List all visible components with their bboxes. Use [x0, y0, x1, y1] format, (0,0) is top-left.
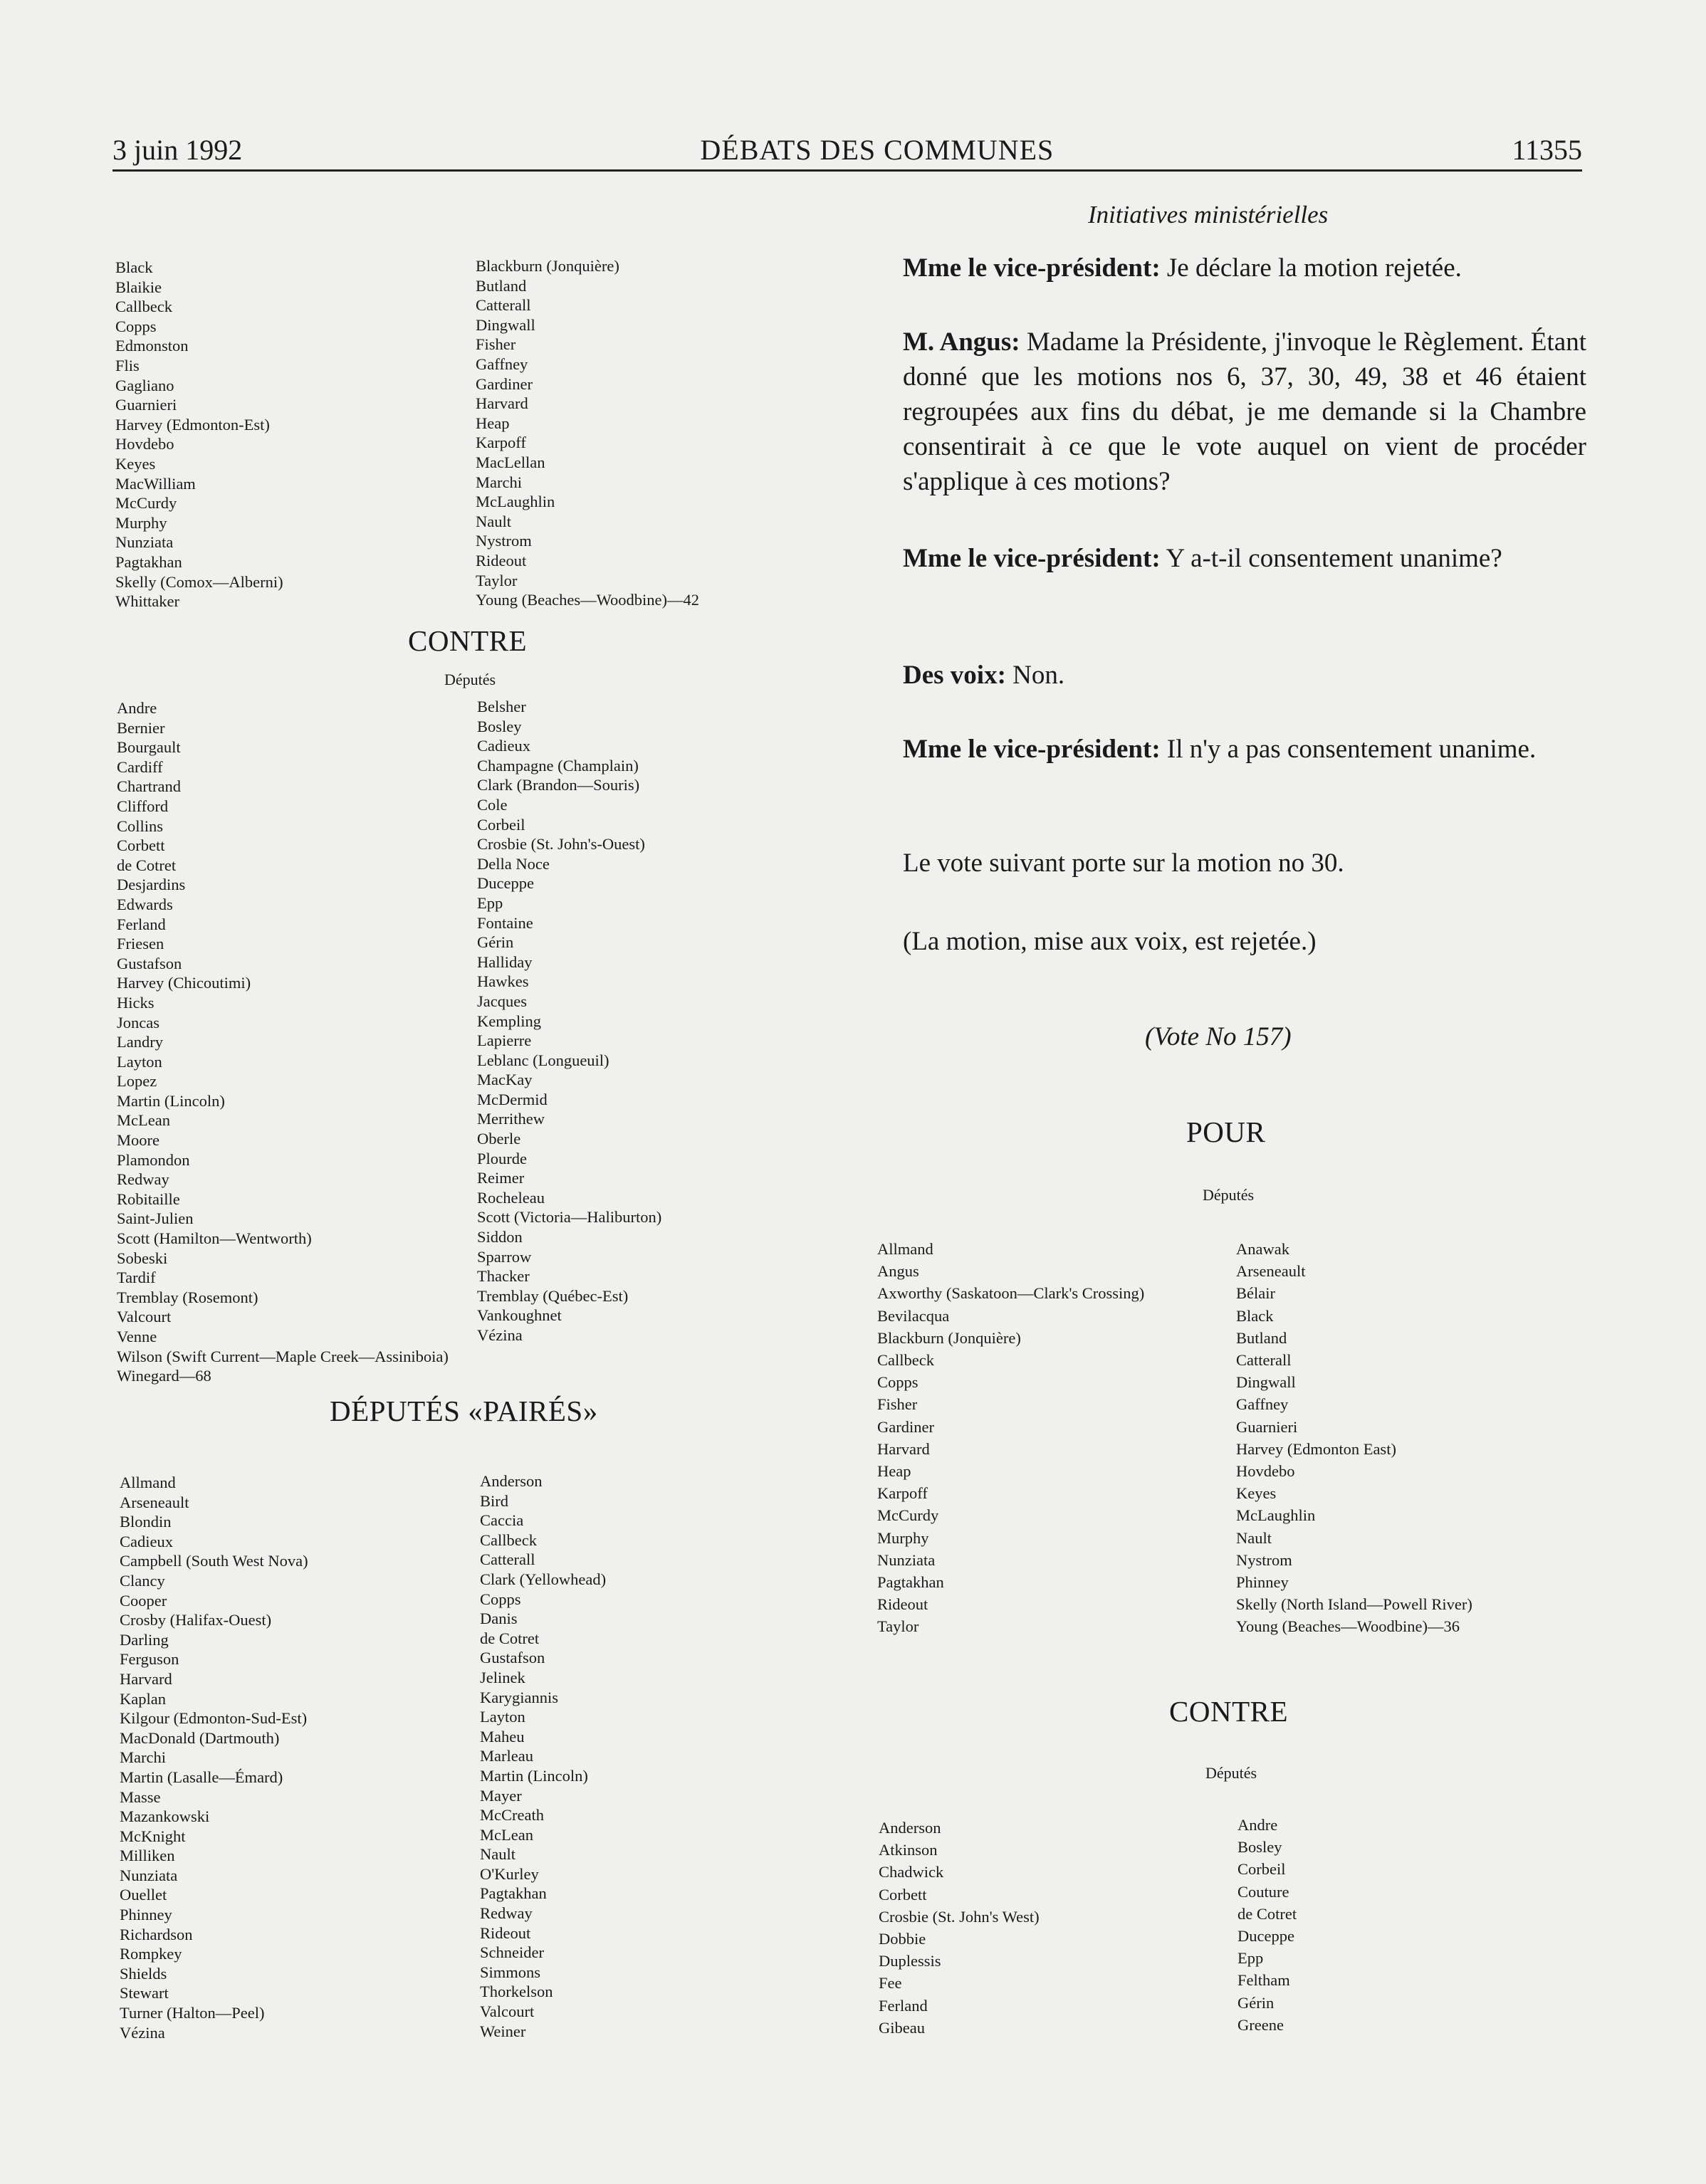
paires-list-col2 [480, 1471, 606, 2041]
member-name: Duceppe [477, 874, 534, 893]
paragraph-4: Des voix: Non. [903, 661, 1065, 690]
member-name: Pagtakhan [877, 1573, 944, 1592]
member-name: Catterall [480, 1550, 535, 1569]
member-name: MacWilliam [115, 474, 196, 493]
header-page-number: 11355 [1512, 134, 1582, 166]
member-name: Friesen [117, 935, 164, 953]
header-title: DÉBATS DES COMMUNES [700, 134, 1055, 166]
member-name: Nunziata [120, 1866, 178, 1884]
member-name: de Cotret [117, 856, 177, 874]
member-name: Chadwick [879, 1863, 944, 1881]
member-name: Taylor [877, 1617, 919, 1636]
member-name: McCurdy [115, 494, 177, 513]
member-name: McCreath [480, 1806, 544, 1825]
member-name: Marchi [120, 1748, 166, 1767]
member-name: Dobbie [879, 1930, 926, 1948]
member-name: Redway [480, 1904, 533, 1923]
member-name: Maheu [480, 1727, 525, 1745]
member-name: Scott (Victoria—Haliburton) [477, 1208, 662, 1227]
member-name: Layton [480, 1708, 525, 1726]
member-name: Pagtakhan [480, 1884, 547, 1903]
member-name: de Cotret [480, 1629, 540, 1647]
paires-heading: DÉPUTÉS «PAIRÉS» [330, 1395, 598, 1427]
speaker-4: Des voix: [903, 661, 1006, 690]
member-name: Hovdebo [1236, 1462, 1295, 1481]
member-name: Harvard [120, 1669, 172, 1688]
member-name: Blackburn (Jonquière) [877, 1328, 1021, 1347]
member-name: Nault [480, 1845, 516, 1864]
member-name: Nystrom [476, 532, 532, 550]
member-name: Hawkes [477, 972, 529, 991]
right-pour-list-col2 [1236, 1238, 1472, 1638]
member-name: Valcourt [117, 1308, 172, 1326]
member-name: Redway [117, 1170, 169, 1189]
member-name: de Cotret [1237, 1904, 1297, 1923]
member-name: Murphy [115, 513, 167, 532]
member-name: Bosley [1237, 1838, 1282, 1857]
contre-heading-left: CONTRE [408, 624, 527, 657]
member-name: Skelly (Comox—Alberni) [115, 572, 283, 591]
member-name: Andre [117, 699, 157, 717]
member-name: Fee [879, 1974, 902, 1993]
member-name: Epp [477, 893, 503, 912]
member-name: Bird [480, 1491, 509, 1510]
member-name: Layton [117, 1052, 162, 1071]
member-name: Bosley [477, 717, 522, 735]
member-name: Edwards [117, 895, 173, 913]
member-name: Vankoughnet [477, 1306, 562, 1325]
member-name: Cardiff [117, 757, 163, 776]
member-name: Venne [117, 1328, 157, 1345]
page-header [112, 127, 1582, 172]
header-date: 3 juin 1992 [112, 134, 243, 166]
member-name: Marchi [476, 473, 522, 491]
member-name: Copps [480, 1590, 521, 1608]
member-name: Jacques [477, 992, 527, 1010]
member-name: Clancy [120, 1571, 165, 1590]
member-name: MacDonald (Dartmouth) [120, 1728, 280, 1747]
member-name: Allmand [120, 1474, 176, 1491]
member-name: Whittaker [115, 592, 179, 611]
member-name: Arseneault [1236, 1262, 1306, 1281]
member-name: Arseneault [120, 1493, 189, 1511]
member-name: O'Kurley [480, 1864, 539, 1883]
member-name: Shields [120, 1964, 167, 1983]
member-name: McKnight [120, 1827, 186, 1845]
pour-list-col1 [115, 258, 283, 611]
right-contre-list-col2 [1237, 1814, 1297, 2036]
member-name: Corbett [879, 1885, 927, 1904]
member-name: Karpoff [877, 1484, 928, 1503]
member-name: Fontaine [477, 913, 533, 932]
member-name: Mayer [480, 1786, 522, 1805]
member-name: Gardiner [476, 374, 533, 393]
member-name: Butland [1236, 1328, 1287, 1347]
member-name: Anawak [1236, 1240, 1289, 1258]
member-name: MacKay [477, 1071, 533, 1089]
member-name: Schneider [480, 1943, 544, 1962]
member-name: Anderson [879, 1819, 941, 1837]
member-name: Nault [476, 512, 511, 530]
member-name: Rideout [877, 1595, 928, 1614]
member-name: Corbeil [1237, 1860, 1286, 1879]
pour-list-col2 [476, 256, 699, 610]
member-name: Vézina [477, 1326, 523, 1344]
member-name: Tardif [117, 1269, 156, 1287]
member-name: Butland [476, 276, 527, 295]
member-name: Catterall [476, 296, 531, 315]
member-name: Bélair [1236, 1284, 1275, 1303]
member-name: Joncas [117, 1013, 159, 1031]
paragraph-6: Le vote suivant porte sur la motion no 30. [903, 849, 1344, 878]
member-name: Callbeck [115, 298, 172, 316]
member-name: Vézina [120, 2023, 165, 2042]
member-name: Cadieux [120, 1532, 173, 1550]
member-name: Martin (Lincoln) [117, 1091, 225, 1110]
member-name: Valcourt [480, 2002, 535, 2021]
member-name: Clark (Brandon—Souris) [477, 776, 640, 794]
member-name: McLaughlin [476, 493, 555, 511]
member-name: MacLellan [476, 453, 545, 471]
member-name: Gibeau [879, 2018, 925, 2037]
member-name: Dingwall [476, 315, 535, 334]
member-name: Harvard [476, 394, 528, 413]
member-name: Ouellet [120, 1886, 167, 1904]
member-name: Atkinson [879, 1841, 938, 1859]
member-name: Reimer [477, 1169, 525, 1187]
member-name: Merrithew [477, 1110, 545, 1128]
paragraph-3: Mme le vice-président: Y a-t-il consentement unanime? [903, 544, 1502, 573]
member-name: Taylor [476, 571, 518, 589]
member-name: Nunziata [115, 533, 174, 552]
member-name: Belsher [477, 698, 526, 715]
member-name: Collins [117, 817, 164, 835]
right-pour-list-col1 [877, 1238, 1144, 1638]
member-name: McDermid [477, 1090, 548, 1108]
member-name: Bourgault [117, 738, 181, 757]
member-name: Fisher [877, 1395, 918, 1414]
member-name: Andre [1237, 1816, 1278, 1834]
member-name: Jelinek [480, 1668, 525, 1686]
member-name: Feltham [1237, 1971, 1290, 1990]
member-name: Harvey (Edmonton-Est) [115, 415, 270, 434]
speaker-1: Mme le vice-président: [903, 253, 1161, 283]
member-name: Guarnieri [115, 396, 177, 414]
paragraph-5: Mme le vice-président: Il n'y a pas consentement unanime. [903, 735, 1537, 764]
member-name: Blaikie [115, 278, 162, 296]
member-name: Lapierre [477, 1031, 532, 1050]
member-name: Sparrow [477, 1247, 532, 1266]
member-name: Duceppe [1237, 1927, 1294, 1946]
member-name: Clifford [117, 797, 169, 815]
member-name: Rideout [480, 1923, 531, 1942]
member-name: Allmand [877, 1240, 933, 1258]
member-name: Mazankowski [120, 1807, 210, 1826]
contre-subheading-right: Députés [1205, 1764, 1257, 1782]
member-name: Fisher [476, 335, 516, 354]
member-name: Robitaille [117, 1190, 180, 1208]
member-name: Callbeck [480, 1531, 537, 1549]
member-name: Kilgour (Edmonton-Sud-Est) [120, 1709, 308, 1728]
member-name: Plourde [477, 1149, 527, 1167]
member-name: Guarnieri [1236, 1417, 1298, 1436]
member-name: Leblanc (Longueuil) [477, 1051, 609, 1069]
member-name: Plamondon [117, 1150, 190, 1169]
paires-list-col1 [120, 1473, 308, 2042]
member-name: Harvard [877, 1439, 930, 1458]
vote-label: (Vote No 157) [1145, 1022, 1292, 1051]
member-name: Wilson (Swift Current—Maple Creek—Assiniboia) [117, 1347, 449, 1365]
member-name: Crosbie (St. John's West) [879, 1907, 1040, 1926]
member-name: Corbett [117, 836, 165, 855]
member-name: Campbell (South West Nova) [120, 1552, 308, 1570]
member-name: Ferguson [120, 1650, 179, 1669]
member-name: Keyes [1236, 1484, 1277, 1503]
member-name: Copps [877, 1373, 919, 1392]
member-name: Kaplan [120, 1689, 166, 1708]
member-name: Pagtakhan [115, 552, 182, 571]
member-name: Crosby (Halifax-Ouest) [120, 1611, 272, 1629]
member-name: Clark (Yellowhead) [480, 1570, 607, 1588]
member-name: Blondin [120, 1513, 172, 1531]
member-name: Danis [480, 1610, 518, 1628]
pour-subheading-right: Députés [1203, 1186, 1255, 1204]
member-name: Flis [115, 356, 140, 374]
member-name: Axworthy (Saskatoon—Clark's Crossing) [877, 1284, 1145, 1303]
member-name: Karpoff [476, 434, 526, 452]
member-name: Halliday [477, 952, 533, 971]
member-name: Skelly (North Island—Powell River) [1236, 1595, 1472, 1614]
member-name: Champagne (Champlain) [477, 756, 639, 775]
contre-list-col1 [117, 698, 449, 1386]
member-name: Martin (Lasalle—Émard) [120, 1768, 283, 1786]
member-name: Blackburn (Jonquière) [476, 257, 619, 275]
member-name: Heap [877, 1462, 911, 1481]
contre-heading-right: CONTRE [1169, 1695, 1288, 1728]
member-name: Nault [1236, 1528, 1272, 1547]
member-name: Chartrand [117, 777, 181, 796]
speaker-2: M. Angus: [903, 327, 1020, 357]
member-name: Simmons [480, 1963, 541, 1981]
pour-heading-right: POUR [1186, 1115, 1266, 1148]
contre-list-col2 [477, 697, 661, 1345]
member-name: Nunziata [877, 1550, 936, 1569]
member-name: Desjardins [117, 876, 186, 894]
paragraph-7: (La motion, mise aux voix, est rejetée.) [903, 927, 1317, 956]
member-name: Oberle [477, 1130, 521, 1148]
member-name: Ferland [117, 915, 166, 933]
member-name: Richardson [120, 1925, 193, 1943]
member-name: Harvey (Chicoutimi) [117, 974, 251, 992]
member-name: Scott (Hamilton—Wentworth) [117, 1229, 312, 1248]
member-name: Cadieux [477, 737, 530, 755]
member-name: Kempling [477, 1012, 541, 1030]
member-name: Thacker [477, 1267, 530, 1286]
member-name: Moore [117, 1131, 159, 1150]
member-name: Crosbie (St. John's-Ouest) [477, 835, 645, 854]
member-name: Siddon [477, 1228, 523, 1246]
member-name: McLean [117, 1111, 170, 1130]
member-name: Phinney [120, 1906, 172, 1924]
member-name: Ferland [879, 1996, 928, 2015]
member-name: Rocheleau [477, 1188, 545, 1207]
member-name: Stewart [120, 1984, 169, 2002]
member-name: Callbeck [877, 1351, 934, 1370]
member-name: Saint-Julien [117, 1209, 194, 1228]
contre-subheading-left: Députés [444, 671, 496, 688]
member-name: Karygiannis [480, 1688, 558, 1706]
member-name: Rompkey [120, 1945, 182, 1963]
member-name: Masse [120, 1787, 161, 1806]
member-name: Duplessis [879, 1952, 941, 1970]
member-name: Black [1236, 1306, 1274, 1325]
member-name: Gardiner [877, 1417, 934, 1436]
speaker-5: Mme le vice-président: [903, 735, 1161, 764]
member-name: McLaughlin [1236, 1506, 1316, 1525]
member-name: Turner (Halton—Peel) [120, 2004, 265, 2022]
member-name: Young (Beaches—Woodbine)—42 [476, 591, 699, 609]
member-name: Tremblay (Québec-Est) [477, 1286, 629, 1305]
member-name: Lopez [117, 1072, 157, 1091]
member-name: Copps [115, 317, 157, 335]
member-name: Hicks [117, 993, 155, 1012]
member-name: McLean [480, 1825, 533, 1844]
member-name: Sobeski [117, 1249, 168, 1267]
member-name: Milliken [120, 1847, 175, 1865]
member-name: Angus [877, 1262, 919, 1281]
member-name: Landry [117, 1033, 163, 1051]
member-name: Cole [477, 795, 508, 814]
member-name: Darling [120, 1630, 169, 1649]
member-name: Bevilacqua [877, 1306, 950, 1325]
member-name: McCurdy [877, 1506, 939, 1525]
member-name: Gagliano [115, 376, 174, 394]
member-name: Winegard—68 [117, 1367, 211, 1385]
paragraph-2: M. Angus: Madame la Présidente, j'invoque le Règlement. Étant donné que les motions nos 6, 37, 30, 49, 38 et 46 étaient regroupées aux fins du débat, je me demande si la Chambre consentirait à ce que le vote auquel on vient de procéder s'applique à ces motions? [903, 327, 1586, 496]
member-name: Martin (Lincoln) [480, 1766, 588, 1785]
member-name: Catterall [1236, 1351, 1292, 1370]
member-name: Black [115, 258, 153, 276]
member-name: Della Noce [477, 854, 550, 873]
member-name: Heap [476, 414, 510, 432]
member-name: Edmonston [115, 337, 189, 355]
member-name: Gaffney [1236, 1395, 1289, 1414]
member-name: Tremblay (Rosemont) [117, 1288, 258, 1306]
member-name: Weiner [480, 2022, 526, 2040]
member-name: Rideout [476, 551, 527, 569]
member-name: Thorkelson [480, 1983, 553, 2001]
member-name: Murphy [877, 1528, 929, 1547]
member-name: Gustafson [480, 1649, 545, 1667]
member-name: Cooper [120, 1591, 167, 1610]
right-contre-list-col1 [879, 1817, 1040, 2039]
paragraph-1: Mme le vice-président: Je déclare la motion rejetée. [903, 253, 1462, 283]
member-name: Gustafson [117, 954, 182, 972]
speaker-3: Mme le vice-président: [903, 544, 1161, 573]
member-name: Greene [1237, 2015, 1284, 2034]
member-name: Gérin [477, 933, 514, 952]
member-name: Epp [1237, 1949, 1264, 1968]
member-name: Nystrom [1236, 1550, 1292, 1569]
member-name: Caccia [480, 1511, 524, 1530]
member-name: Hovdebo [115, 435, 174, 453]
member-name: Gaffney [476, 355, 528, 373]
member-name: Gérin [1237, 1993, 1275, 2012]
member-name: Corbeil [477, 815, 525, 834]
member-name: Keyes [115, 454, 156, 473]
member-name: Dingwall [1236, 1373, 1296, 1392]
section-label: Initiatives ministérielles [1088, 201, 1329, 229]
member-name: Bernier [117, 718, 165, 737]
member-name: Anderson [480, 1472, 543, 1490]
member-name: Young (Beaches—Woodbine)—36 [1236, 1617, 1460, 1636]
member-name: Harvey (Edmonton East) [1236, 1439, 1396, 1458]
member-name: Phinney [1236, 1573, 1289, 1592]
member-name: Marleau [480, 1747, 533, 1765]
member-name: Couture [1237, 1882, 1289, 1901]
